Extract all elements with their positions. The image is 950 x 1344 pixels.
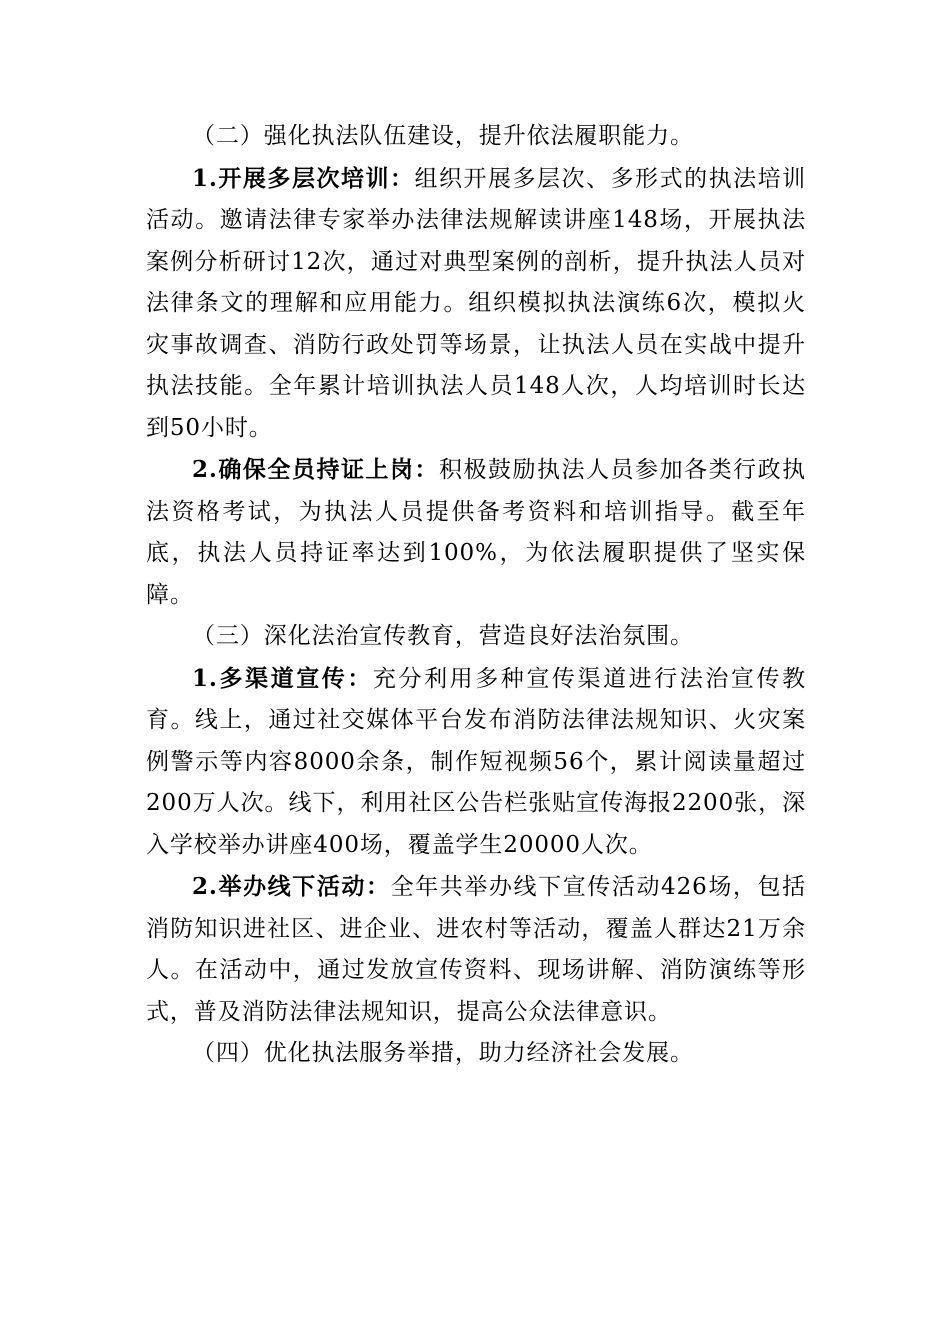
paragraph-body: 充分利用多种宣传渠道进行法治宣传教育。线上，通过社交媒体平台发布消防法律法规知识、火灾案例警示等内容8000余条，制作短视频56个，累计阅读量超过200万人次。线下，利用社区公告栏张贴宣传海报2200张，深入学校举办讲座400场，覆盖学生20000人次。 (146, 665, 806, 858)
paragraph-training (146, 158, 806, 450)
document-body (146, 116, 806, 1075)
section-heading-3: （三）深化法治宣传教育，营造良好法治氛围。 (192, 623, 694, 649)
paragraph-lead: 2.确保全员持证上岗： (192, 456, 439, 483)
paragraph-lead: 2.举办线下活动： (192, 873, 391, 900)
paragraph-certification (146, 449, 806, 616)
paragraph-multichannel (146, 658, 806, 867)
section-heading-2: （二）强化执法队伍建设，提升依法履职能力。 (192, 123, 694, 149)
paragraph-lead: 1.开展多层次培训： (192, 164, 415, 192)
paragraph-body: 组织开展多层次、多形式的执法培训活动。邀请法律专家举办法律法规解读讲座148场，开展执法案例分析研讨12次，通过对典型案例的剖析，提升执法人员对法律条文的理解和应用能力。组织模拟执法演练6次，模拟火灾事故调查、消防行政处罚等场景，让执法人员在实战中提升执法技能。全年累计培训执法人员148人次，人均培训时长达到50小时。 (146, 165, 806, 441)
section-heading-4: （四）优化执法服务举措，助力经济社会发展。 (192, 1040, 694, 1066)
paragraph-offline-activities (146, 866, 806, 1033)
paragraph-body: 全年共举办线下宣传活动426场，包括消防知识进社区、进企业、进农村等活动，覆盖人群达21万余人。在活动中，通过发放宣传资料、现场讲解、消防演练等形式，普及消防法律法规知识，提高公众法律意识。 (146, 874, 806, 1025)
paragraph-body: 积极鼓励执法人员参加各类行政执法资格考试，为执法人员提供备考资料和培训指导。截至年底，执法人员持证率达到100%，为依法履职提供了坚实保障。 (146, 457, 807, 608)
paragraph-lead: 1.多渠道宣传： (192, 664, 373, 692)
